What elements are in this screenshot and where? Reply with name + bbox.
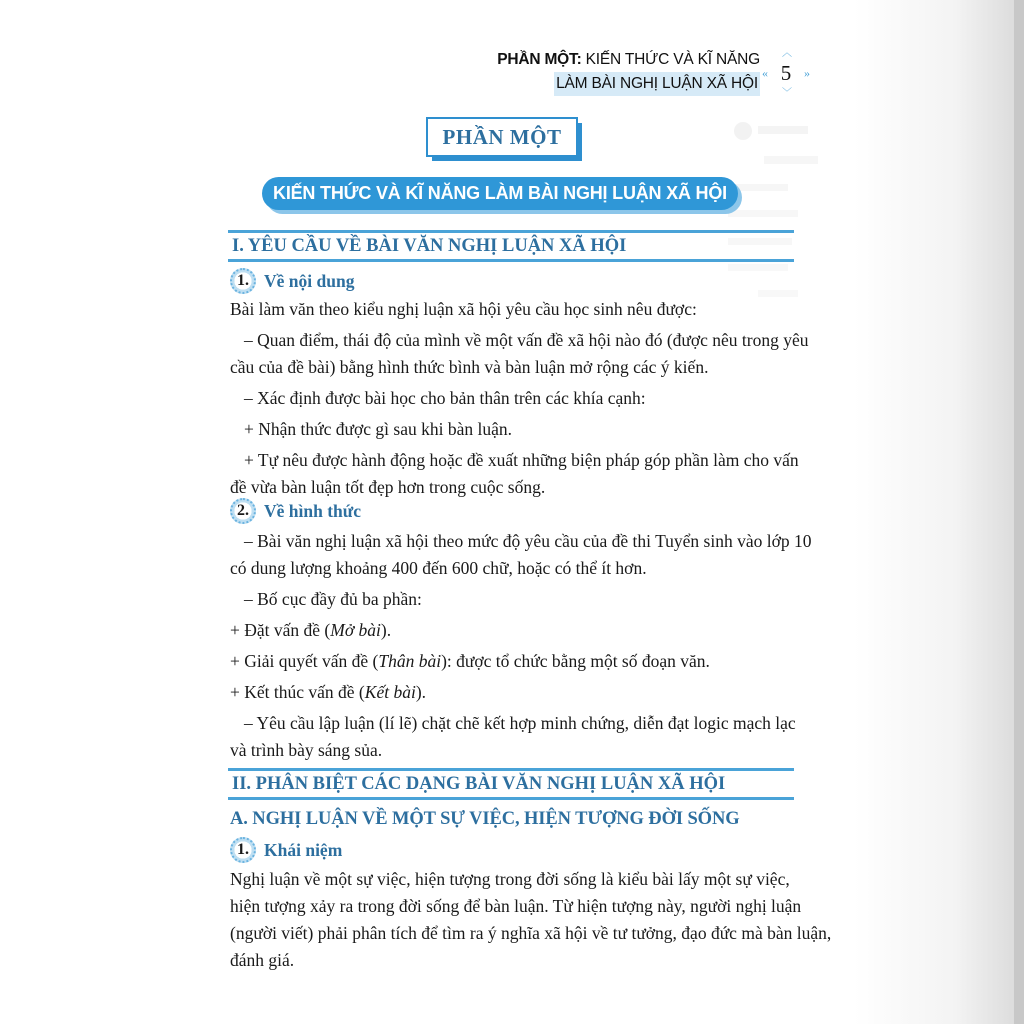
content-requirements [230, 296, 809, 501]
text-line: Bài làm văn theo kiểu nghị luận xã hội yêu cầu học sinh nêu được: [230, 299, 697, 319]
running-header-line1 [470, 48, 760, 72]
sub-heading-content-label: Về nội dung [264, 270, 355, 291]
text-line: + Giải quyết vấn đề (Thân bài): được tổ chức bằng một số đoạn văn. [230, 651, 710, 671]
text-line: (người viết) phải phân tích để tìm ra ý nghĩa xã hội về tư tưởng, đạo đức mà bàn luận, [230, 923, 832, 943]
number-badge: 2. [230, 498, 256, 524]
text-line: và trình bày sáng sủa. [230, 740, 383, 760]
section-heading-1 [228, 230, 794, 262]
text-line: có dung lượng khoảng 400 đến 600 chữ, hoặc có thể ít hơn. [230, 558, 647, 578]
running-header-title: KIẾN THỨC VÀ KĨ NĂNG [581, 51, 760, 68]
sub-heading-concept-label: Khái niệm [264, 839, 343, 860]
sub-heading-form-label: Về hình thức [264, 500, 362, 521]
text-line: – Bố cục đầy đủ ba phần: [244, 589, 422, 609]
part-title-box [426, 117, 580, 157]
text-line: Nghị luận về một sự việc, hiện tượng trong đời sống là kiểu bài lấy một sự việc, [230, 869, 790, 889]
sub-heading-concept [230, 835, 342, 865]
form-requirements [230, 528, 812, 764]
text-line: cầu của đề bài) bằng hình thức bình và bàn luận mở rộng các ý kiến. [230, 357, 709, 377]
heading-rule-bottom [228, 259, 794, 262]
text-line: hiện tượng xảy ra trong đời sống để bàn luận. Từ hiện tượng này, người nghị luận [230, 896, 802, 916]
page-edge-shadow [854, 0, 1024, 1024]
text-line: – Bài văn nghị luận xã hội theo mức độ yêu cầu của đề thi Tuyển sinh vào lớp 10 [244, 531, 812, 551]
page-number-box [762, 48, 810, 99]
text-line: + Đặt vấn đề (Mở bài). [230, 620, 392, 640]
text-line: – Quan điểm, thái độ của mình về một vấn đề xã hội nào đó (được nêu trong yêu [244, 330, 809, 350]
sub-heading-content [230, 266, 354, 296]
concept-paragraph [230, 866, 832, 974]
italic-term: Mở bài [330, 620, 381, 640]
bleed-through-marks [728, 118, 818, 308]
sub-heading-form [230, 496, 361, 526]
heading-rule-top [228, 768, 794, 771]
italic-term: Kết bài [364, 682, 416, 702]
section-heading-2-text: II. PHÂN BIỆT CÁC DẠNG BÀI VĂN NGHỊ LUẬN XÃ HỘI [232, 774, 726, 794]
running-header-part: PHẦN MỘT: [497, 51, 582, 68]
text-line: + Tự nêu được hành động hoặc đề xuất những biện pháp góp phần làm cho vấn [244, 450, 799, 470]
subsection-heading-a: A. NGHỊ LUẬN VỀ MỘT SỰ VIỆC, HIỆN TƯỢNG ĐỜI SỐNG [230, 809, 740, 829]
part-title: PHẦN MỘT [426, 117, 578, 157]
chapter-banner: KIẾN THỨC VÀ KĨ NĂNG LÀM BÀI NGHỊ LUẬN XÃ HỘI [262, 177, 738, 210]
chevron-left-icon: « [762, 66, 768, 80]
running-header [470, 48, 760, 96]
text-line: đề vừa bàn luận tốt đẹp hơn trong cuộc sống. [230, 477, 546, 497]
text-line: – Yêu cầu lập luận (lí lẽ) chặt chẽ kết hợp minh chứng, diễn đạt logic mạch lạc [244, 713, 796, 733]
running-header-line2: LÀM BÀI NGHỊ LUẬN XÃ HỘI [554, 72, 760, 96]
italic-term: Thân bài [378, 651, 442, 671]
chevron-right-icon: » [804, 66, 810, 80]
heading-rule-bottom [228, 797, 794, 800]
text-line: – Xác định được bài học cho bản thân trên các khía cạnh: [244, 388, 646, 408]
number-badge: 1. [230, 837, 256, 863]
page-number: 5 [780, 61, 792, 85]
section-heading-2 [228, 768, 794, 800]
chevron-up-icon: ︿ [782, 48, 792, 59]
text-line: đánh giá. [230, 950, 295, 970]
section-heading-1-text: I. YÊU CẦU VỀ BÀI VĂN NGHỊ LUẬN XÃ HỘI [232, 236, 627, 256]
number-badge: 1. [230, 268, 256, 294]
text-line: + Kết thúc vấn đề (Kết bài). [230, 682, 427, 702]
chevron-down-icon: ﹀ [782, 88, 792, 99]
page-edge [1014, 0, 1024, 1024]
text-line: + Nhận thức được gì sau khi bàn luận. [244, 419, 512, 439]
heading-rule-top [228, 230, 794, 233]
